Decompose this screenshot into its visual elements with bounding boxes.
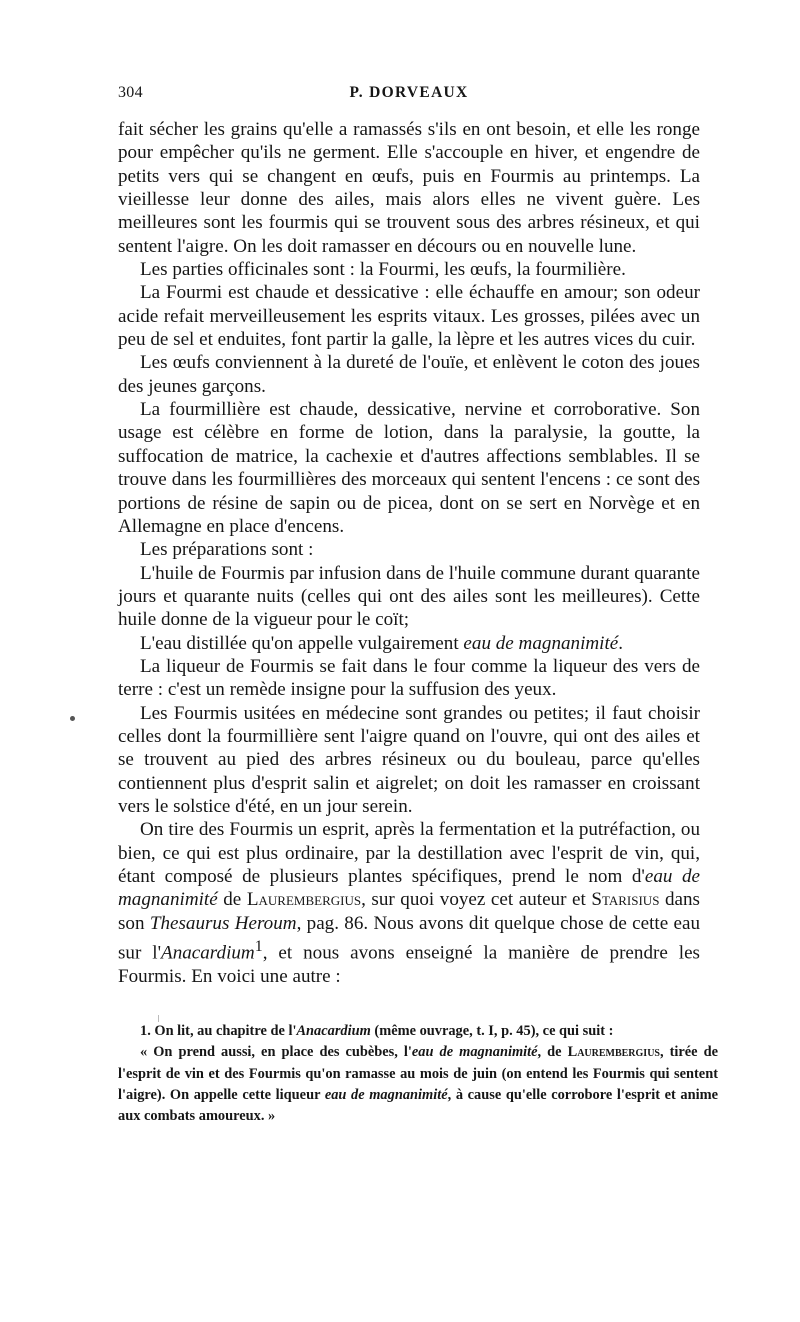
text-run: L'eau distillée qu'on appelle vulgairement (140, 632, 464, 654)
text-run: , sur quoi voyez cet auteur et (361, 889, 592, 911)
paragraph-10: Les Fourmis usitées en médecine sont grandes ou petites; il faut choisir celles dont la fourmillière sent l'aigre quand on l'ouvre, qui ont des ailes et se trouvent au pied des arbres résineux ou du bouleau, parce qu'elles contiennent plus d'esprit salin et aigrelet; on doit les ramasser en croissant vers le solstice d'été, en un jour serein. (118, 702, 700, 817)
text-run: . (618, 632, 624, 654)
italic-term: eau de magnanimité (411, 1044, 538, 1061)
footnote-quote (118, 1042, 718, 1127)
paragraph-1: fait sécher les grains qu'elle a ramassés s'ils en ont besoin, et elle les ronge pour empêcher qu'ils ne germent. Elle s'accouple en hiver, et engendre de petits vers qui se changent en œufs, puis en Fourmis au printemps. La vieillesse leur donne des ailes, mais alors elles ne vivent guère. Les meilleures sont les fourmis qui se trouvent sous des arbres résineux, et qui sentent l'aigre. On les doit ramasser en décours ou en nouvelle lune. (118, 119, 700, 257)
body-text (118, 118, 700, 988)
paragraph-3: La Fourmi est chaude et dessicative : elle échauffe en amour; son odeur acide refait merveilleusement les esprits vitaux. Les grosses, pilées avec un peu de sel et enduites, font partir la galle, la lèpre et les autres vices du cuir. (118, 282, 700, 351)
text-run: « On prend aussi, en place des cubèbes, l' (140, 1044, 412, 1061)
author-name: Starisius (591, 889, 660, 911)
footnote-marker: 1 (254, 938, 263, 956)
paragraph-5: La fourmillière est chaude, dessicative, nervine et corroborative. Son usage est célèbre en forme de lotion, dans la paralysie, la goutte, la suffocation de matrice, la cachexie et d'autres affections semblables. Il se trouve dans les fourmillières des morceaux qui sentent l'encens : ce sont des portions de résine de sapin ou de picea, dont on se sert en Norvège et en Allemagne en place d'encens. (118, 399, 700, 537)
text-run: , à cause qu'elle corrobore l'esprit et anime aux combats amoureux. » (118, 1086, 719, 1125)
author-name: Laurembergius (246, 889, 362, 911)
page-number: 304 (118, 84, 143, 101)
footnote (118, 1021, 718, 1127)
paragraph-7: L'huile de Fourmis par infusion dans de l'huile commune durant quarante jours et quarante nuits (celles qui ont des ailes sont les meilleures). Cette huile donne de la vigueur pour le coït; (118, 562, 700, 631)
italic-term: eau de magnanimité (118, 866, 701, 911)
text-run: 1. On lit, au chapitre de l' (140, 1023, 297, 1039)
paragraph-8 (118, 632, 700, 655)
footnote-text (118, 1021, 718, 1042)
author-name: Laurembergius (567, 1044, 660, 1061)
book-title: Thesaurus Heroum (149, 912, 297, 934)
text-run: de (217, 889, 247, 911)
paragraph-9: La liqueur de Fourmis se fait dans le four comme la liqueur des vers de terre : c'est un remède insigne pour la suffusion des yeux. (118, 655, 700, 701)
page-content (118, 80, 700, 988)
text-run: , tirée de l'esprit de vin et des Fourmis qu'on ramasse au mois de juin (on entend les Fourmis qui sentent l'aigre). On appelle cette liqueur (118, 1044, 718, 1103)
paragraph-2: Les parties officinales sont : la Fourmi, les œufs, la fourmilière. (140, 259, 626, 281)
italic-term: eau de magnanimité (324, 1086, 448, 1103)
page-header (118, 80, 700, 104)
paragraph-4: Les œufs conviennent à la dureté de l'ouïe, et enlèvent le coton des joues des jeunes garçons. (118, 352, 700, 397)
margin-dot (70, 716, 75, 721)
italic-term: eau de magnanimité (463, 632, 619, 654)
paragraph-6: Les préparations sont : (140, 539, 314, 561)
text-run: (même ouvrage, t. I, p. 45), ce qui suit : (370, 1023, 614, 1039)
italic-term: Anacardium (161, 942, 255, 964)
text-run: On tire des Fourmis un esprit, après la fermentation et la putréfaction, ou bien, ce qui est plus ordinaire, par la destillation avec l'esprit de vin, qui, étant composé de plusieurs plantes spécifiques, prend le nom d' (118, 819, 700, 887)
italic-term: Anacardium (296, 1023, 371, 1039)
text-run: , et nous avons enseigné la manière de prendre les Fourmis. En voici une autre : (118, 942, 700, 987)
running-head: P. DORVEAUX (349, 84, 469, 101)
text-run: , pag. 86. Nous avons dit quelque chose de cette eau sur l' (118, 912, 700, 964)
text-run: dans son (118, 889, 700, 934)
paragraph-11 (118, 818, 700, 988)
text-run: , de (537, 1044, 568, 1061)
